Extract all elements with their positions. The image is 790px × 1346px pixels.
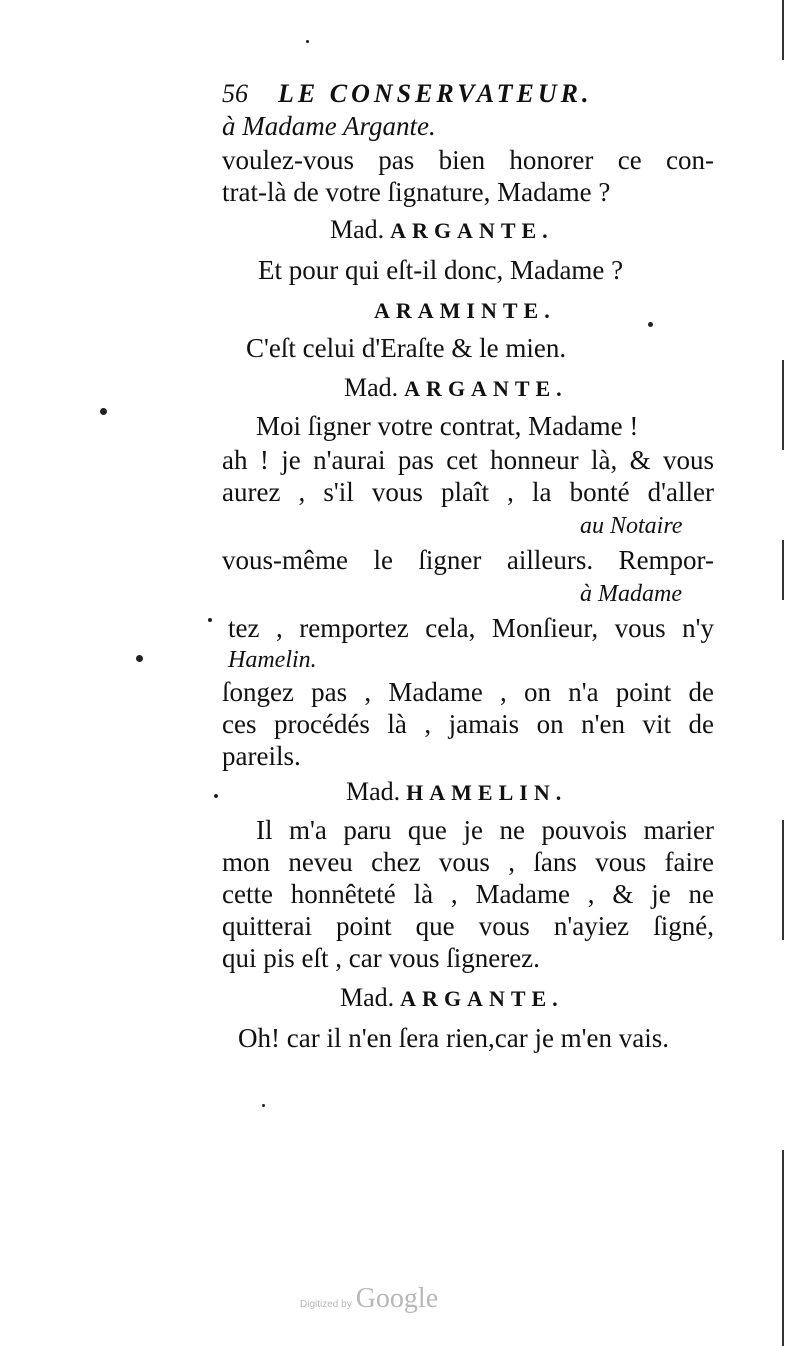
speaker-title: Mad. (346, 777, 401, 806)
text-line: pareils. (222, 741, 301, 771)
text-line: quitterai point que vous n'ayiez ſigné, (222, 911, 714, 941)
text-line: Oh! car il n'en ſera rien,car je m'en vais. (238, 1023, 670, 1053)
text-line: Moi ſigner votre contrat, Madame ! (256, 411, 639, 441)
text-line: tez , remportez cela, Monſieur, vous n'y (228, 613, 714, 643)
digitized-label: Digitized by (300, 1299, 352, 1310)
text-line: cette honnêteté là , Madame , & je ne (222, 879, 714, 909)
text-line: ſongez pas , Madame , on n'a point de (222, 677, 714, 707)
speaker-name: ARGANTE. (404, 376, 568, 401)
text-line: vous-même le ſigner ailleurs. Rempor- (222, 545, 714, 575)
ink-speck (208, 618, 212, 622)
speaker-title: Mad. (340, 983, 395, 1012)
running-header (222, 78, 592, 110)
speaker-title: Mad. (330, 215, 385, 244)
speaker-name: ARGANTE. (390, 218, 554, 243)
speaker-heading (344, 372, 568, 405)
text-line: aurez , s'il vous plaît , la bonté d'aller (222, 477, 714, 507)
stage-direction: à Madame Argante. (222, 111, 436, 141)
google-logo: Google (355, 1283, 439, 1314)
text-line: mon neveu chez vous , ſans vous faire (222, 847, 714, 877)
text-line: trat-là de votre ſignature, Madame ? (222, 177, 611, 207)
ink-speck (648, 322, 653, 327)
ink-speck (214, 794, 218, 798)
text-line: ces procédés là , jamais on n'en vit de (222, 709, 714, 739)
speaker-name: HAMELIN. (406, 780, 568, 805)
digitized-watermark (300, 1283, 438, 1315)
speaker-heading (330, 214, 554, 247)
speaker-title: Mad. (344, 373, 399, 402)
ink-speck (262, 1104, 265, 1107)
speaker-name: ARAMINTE. (374, 298, 556, 323)
page-edge (782, 540, 784, 600)
text-line: Et pour qui eſt-il donc, Madame ? (258, 255, 624, 285)
margin-stage-direction: au Notaire (580, 513, 683, 539)
speaker-heading (340, 982, 564, 1015)
ink-speck (306, 40, 309, 43)
speaker-heading (368, 294, 556, 327)
page-edge (782, 360, 784, 450)
text-line: voulez-vous pas bien honorer ce con- (222, 145, 714, 175)
page-edge (782, 1150, 784, 1346)
text-line: ah ! je n'aurai pas cet honneur là, & vous (222, 445, 714, 475)
text-line: C'eſt celui d'Eraſte & le mien. (246, 333, 567, 363)
speaker-heading (346, 776, 567, 809)
margin-stage-direction: Hamelin. (228, 647, 317, 673)
page-edge (782, 0, 784, 60)
speaker-name: ARGANTE. (400, 986, 564, 1011)
running-title: LE CONSERVATEUR. (278, 79, 593, 108)
ink-speck (100, 408, 107, 415)
text-line: qui pis eſt , car vous ſignerez. (222, 943, 540, 973)
page-number: 56 (222, 79, 248, 108)
ink-speck (136, 655, 143, 662)
margin-stage-direction: à Madame (580, 581, 682, 607)
page-edge (782, 820, 784, 940)
text-line: Il m'a paru que je ne pouvois marier (256, 815, 714, 845)
